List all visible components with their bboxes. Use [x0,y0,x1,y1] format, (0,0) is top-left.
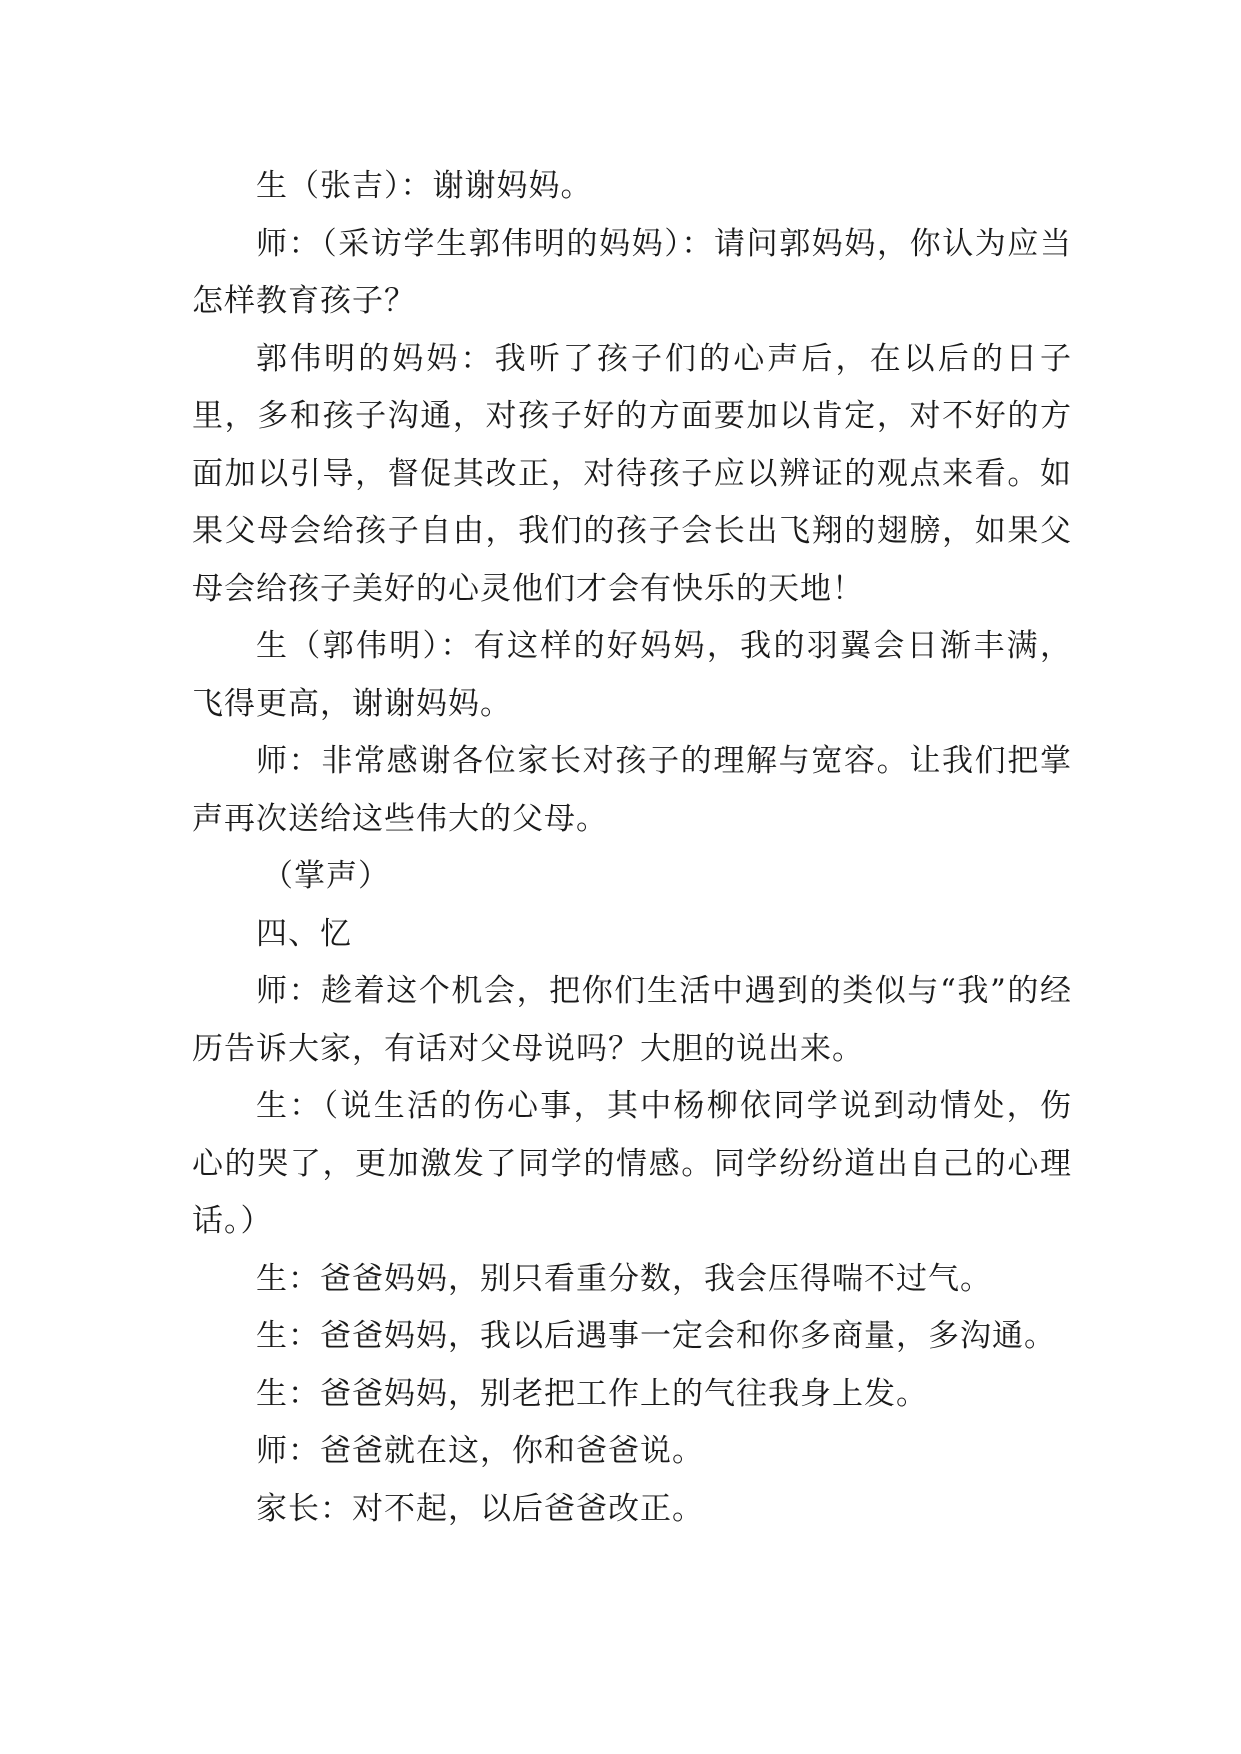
paragraph-6: （掌声） [262,858,390,894]
paragraph-10: 生：爸爸妈妈，别只看重分数，我会压得喘不过气。 [256,1260,992,1297]
paragraph-8: 师：趁着这个机会，把你们生活中遇到的类似与“我”的经历告诉大家，有话对父母说吗？大胆的说出来。 [192,973,1072,1067]
paragraph-9: 生：（说生活的伤心事，其中杨柳依同学说到动情处，伤心的哭了，更加激发了同学的情感。同学纷纷道出自己的心理话。） [192,1088,1072,1239]
paragraph-12: 生：爸爸妈妈，别老把工作上的气往我身上发。 [256,1375,928,1412]
paragraph-11: 生：爸爸妈妈，我以后遇事一定会和你多商量，多沟通。 [256,1318,1056,1354]
paragraph-3: 郭伟明的妈妈：我听了孩子们的心声后，在以后的日子里，多和孩子沟通，对孩子好的方面要加以肯定，对不好的方面加以引导，督促其改正，对待孩子应以辨证的观点来看。如果父母会给孩子自由，我们的孩子会长出飞翔的翅膀，如果父母会给孩子美好的心灵他们才会有快乐的天地！ [192,340,1072,607]
paragraph-13: 师：爸爸就在这，你和爸爸说。 [256,1433,704,1469]
paragraph-4: 生（郭伟明）：有这样的好妈妈，我的羽翼会日渐丰满，飞得更高，谢谢妈妈。 [192,628,1072,722]
paragraph-2: 师：（采访学生郭伟明的妈妈）：请问郭妈妈，你认为应当怎样教育孩子？ [192,225,1072,319]
section-heading: 四、忆 [256,915,352,952]
document-body [192,158,1072,1538]
paragraph-14: 家长：对不起，以后爸爸改正。 [256,1490,704,1527]
paragraph-5: 师：非常感谢各位家长对孩子的理解与宽容。让我们把掌声再次送给这些伟大的父母。 [192,743,1072,837]
paragraph-1: 生（张吉）：谢谢妈妈。 [256,168,593,204]
